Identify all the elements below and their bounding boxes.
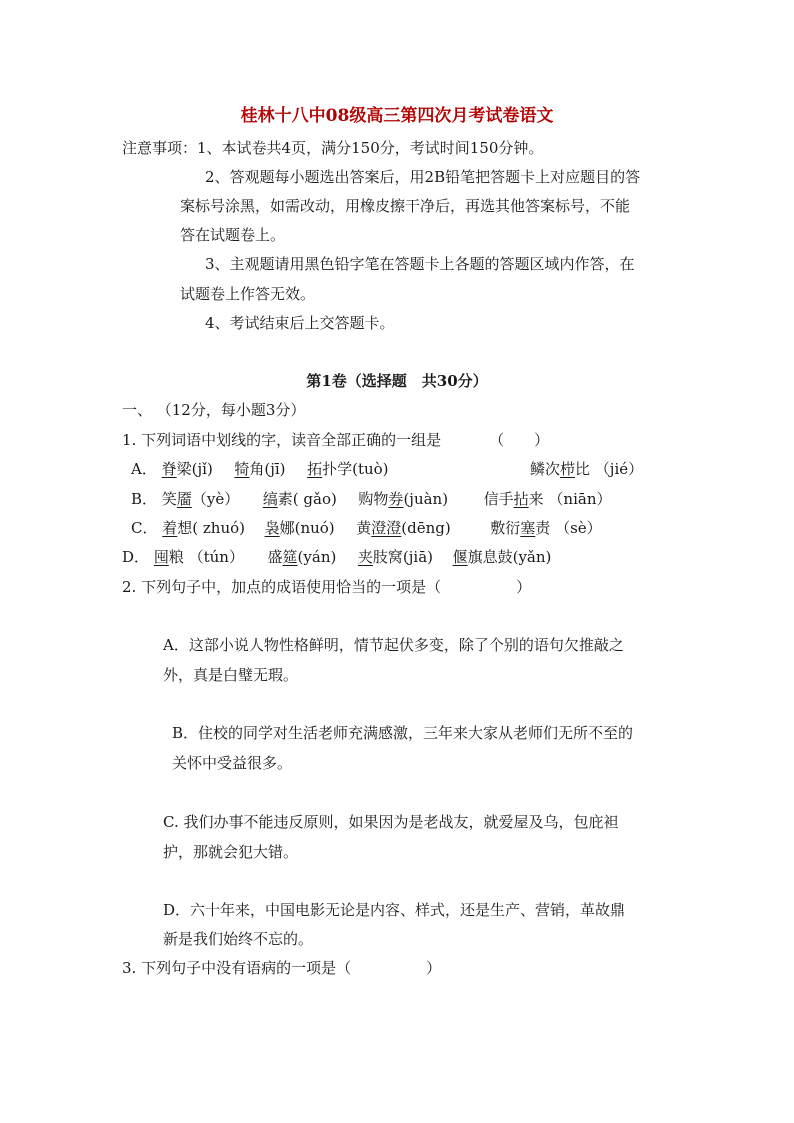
underlined-char: 筵: [282, 548, 298, 566]
notice-item-4: 4、考试结束后上交答题卡。: [205, 314, 395, 332]
q1-option-c: [131, 518, 602, 538]
q1-option-b: [131, 489, 612, 509]
q2-option-a-line-2: 外，真是白璧无瑕。: [163, 666, 299, 684]
underlined-char: 袅: [264, 519, 280, 537]
underlined-char: 澄澄: [371, 519, 402, 537]
underlined-char: 缟: [262, 490, 278, 508]
option-label: C．: [131, 519, 158, 537]
q2-option-c-line-2: 护，那就会犯大错。: [163, 843, 299, 861]
option-word: 购物券(juàn): [358, 490, 449, 508]
underlined-char: 拓: [307, 460, 323, 478]
underlined-char: 拈: [513, 490, 529, 508]
underlined-char: 靥: [176, 490, 192, 508]
notice-item-2-line-3: 答在试题卷上。: [180, 226, 286, 244]
underlined-char: 券: [388, 490, 404, 508]
underlined-char: 犄: [234, 460, 250, 478]
option-word: 信手拈来 （niān）: [483, 490, 612, 508]
option-word: 鳞次栉比 （jié）: [530, 460, 644, 478]
option-word: 敷衍塞责 （sè）: [490, 519, 602, 537]
q2-option-b-line-2: 关怀中受益很多。: [172, 754, 293, 772]
notice-text: 1、本试卷共4页，满分150分，考试时间150分钟。: [197, 139, 544, 157]
option-word: 脊梁(jǐ): [161, 460, 213, 478]
q2-option-a-line-1: A．这部小说人物性格鲜明，情节起伏多变，除了个别的语句欠推敲之: [163, 636, 624, 654]
option-word: 黄澄澄(dēng): [356, 519, 451, 537]
option-word: 偃旗息鼓(yǎn): [452, 548, 552, 566]
underlined-char: 脊: [161, 460, 177, 478]
question-1-stem: [122, 430, 549, 450]
option-label: B．: [131, 490, 158, 508]
question-2-stem: 2. 下列句子中，加点的成语使用恰当的一项是（ ）: [122, 578, 532, 596]
notice-item-2-line-2: 案标号涂黑，如需改动，用橡皮擦干净后，再选其他答案标号，不能: [180, 197, 631, 215]
notice-item-3-line-1: 3、主观题请用黑色铅字笔在答题卡上各题的答题区域内作答，在: [205, 255, 635, 273]
option-word: 夹肢窝(jiā): [357, 548, 434, 566]
option-word: 盛筵(yán): [267, 548, 337, 566]
q2-option-b-line-1: B．住校的同学对生活老师充满感激，三年来大家从老师们无所不至的: [172, 724, 634, 742]
underlined-char: 塞: [520, 519, 536, 537]
question-1-text: 1. 下列词语中划线的字，读音全部正确的一组是: [122, 431, 442, 449]
notice-label: 注意事项：: [122, 139, 198, 157]
notice-item-1: [122, 138, 543, 158]
underlined-char: 囤: [153, 548, 169, 566]
notice-item-2-line-1: 2、答观题每小题选出答案后，用2B铅笔把答题卡上对应题目的答: [205, 168, 641, 186]
option-word: 袅娜(nuó): [264, 519, 335, 537]
option-word: 着想( zhuó): [162, 519, 246, 537]
part-heading: 一、 （12分，每小题3分）: [122, 401, 306, 419]
option-word: 囤粮 （tún）: [153, 548, 244, 566]
q2-option-d-line-2: 新是我们始终不忘的。: [163, 930, 314, 948]
question-3-stem: 3. 下列句子中没有语病的一项是（ ）: [122, 959, 442, 977]
answer-blank: （ ）: [489, 431, 550, 449]
underlined-char: 偃: [452, 548, 468, 566]
q1-option-a: [131, 459, 389, 479]
notice-item-3-line-2: 试题卷上作答无效。: [180, 285, 316, 303]
underlined-char: 着: [162, 519, 178, 537]
q2-option-d-line-1: D．六十年来，中国电影无论是内容、样式，还是生产、营销，革故鼎: [163, 901, 626, 919]
option-word: 缟素( gǎo): [262, 490, 337, 508]
option-label: D．: [122, 548, 150, 566]
option-word: 笑靥（yè）: [161, 490, 240, 508]
option-word: 犄角(jī): [234, 460, 286, 478]
underlined-char: 栉: [560, 460, 576, 478]
document-title: 桂林十八中08级高三第四次月考试卷语文: [240, 106, 554, 126]
section-heading: 第1卷（选择题 共30分）: [306, 372, 488, 390]
q2-option-c-line-1: C. 我们办事不能违反原则，如果因为是老战友，就爱屋及乌，包庇袒: [163, 813, 619, 831]
option-label: A．: [131, 460, 157, 478]
q1-option-d: [122, 547, 551, 567]
option-word: 拓扑学(tuò): [307, 460, 389, 478]
underlined-char: 夹: [357, 548, 373, 566]
